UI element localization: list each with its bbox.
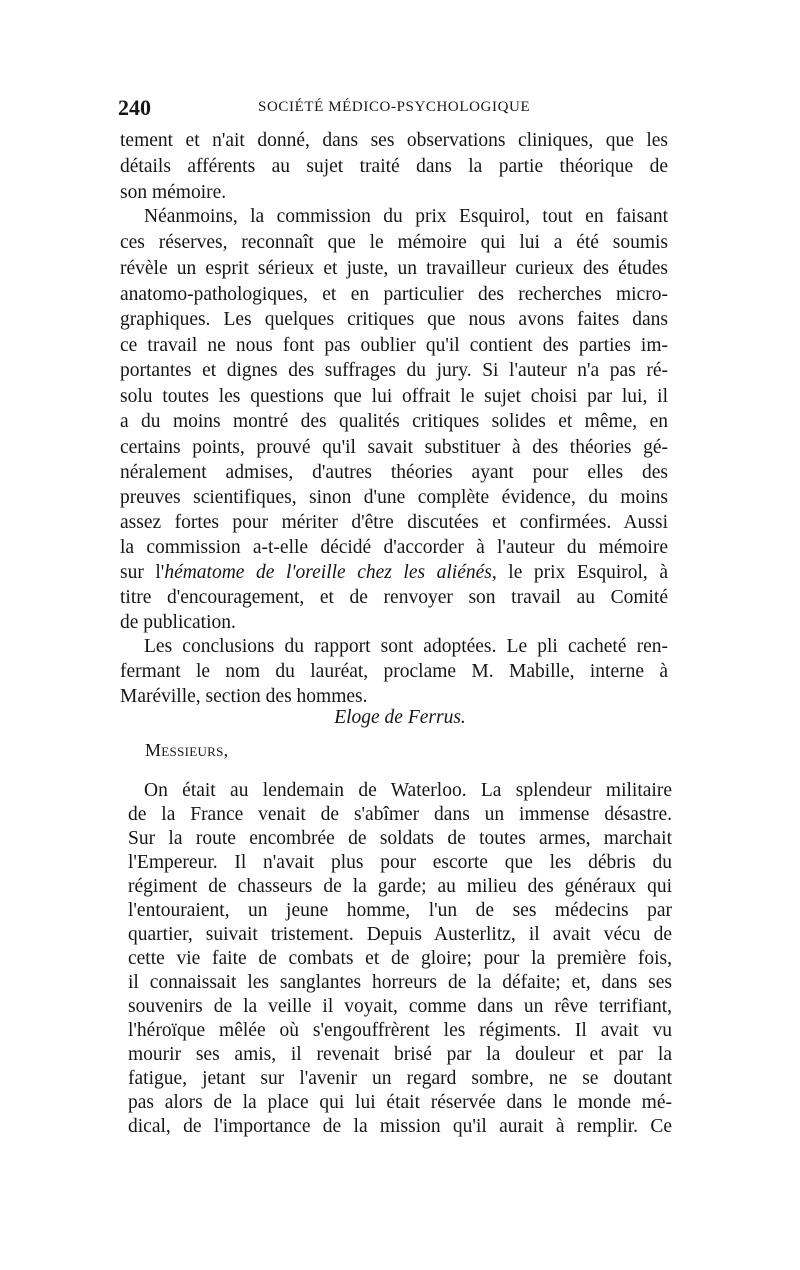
text-line: néralement admises, d'autres théories ayant pour elles des	[120, 462, 668, 483]
text-line: anatomo-pathologiques, et en particulier des recherches micro-	[120, 284, 668, 305]
text-line: ce travail ne nous font pas oublier qu'il contient des parties im-	[120, 335, 668, 356]
text-line: révèle un esprit sérieux et juste, un travailleur curieux des études	[120, 258, 668, 279]
text-line: certains points, prouvé qu'il savait substituer à des théories gé-	[120, 437, 668, 458]
text-line: cette vie faite de combats et de gloire; pour la première fois,	[128, 948, 672, 969]
text-line: Sur la route encombrée de soldats de toutes armes, marchait	[128, 828, 672, 849]
text-line: Les conclusions du rapport sont adoptées. Le pli cacheté ren-	[144, 636, 668, 657]
text-line: Néanmoins, la commission du prix Esquirol, tout en faisant	[144, 206, 668, 227]
text-line: ces réserves, reconnaît que le mémoire qui lui a été soumis	[120, 232, 668, 253]
text-line: de la France venait de s'abîmer dans un immense désastre.	[128, 804, 672, 825]
text-line: mourir ses amis, il revenait brisé par la douleur et par la	[128, 1044, 672, 1065]
text-line: régiment de chasseurs de la garde; au milieu des généraux qui	[128, 876, 672, 897]
text-line: titre d'encouragement, et de renvoyer son travail au Comité	[120, 587, 668, 608]
salutation: Messieurs,	[145, 740, 229, 760]
text-line: portantes et dignes des suffrages du jury. Si l'auteur n'a pas ré-	[120, 360, 668, 381]
text-line: fatigue, jetant sur l'avenir un regard sombre, ne se doutant	[128, 1068, 672, 1089]
text-line: graphiques. Les quelques critiques que nous avons faites dans	[120, 309, 668, 330]
text-line: tement et n'ait donné, dans ses observations cliniques, que les	[120, 130, 668, 151]
text-line: la commission a-t-elle décidé d'accorder à l'auteur du mémoire	[120, 537, 668, 558]
page-header	[118, 95, 678, 119]
text-line: l'entouraient, un jeune homme, l'un de ses médecins par	[128, 900, 672, 921]
text-line-with-italic	[120, 560, 668, 586]
text-line: a du moins montré des qualités critiques solides et même, en	[120, 411, 668, 432]
italic-title: hématome de l'oreille chez les aliénés,	[164, 562, 497, 583]
text-fragment: le prix Esquirol, à	[496, 562, 669, 583]
text-line: son mémoire.	[120, 182, 227, 203]
text-line: détails afférents au sujet traité dans la partie théorique de	[120, 156, 668, 177]
section-heading: Eloge de Ferrus.	[334, 707, 466, 728]
text-line: preuves scientifiques, sinon d'une complète évidence, du moins	[120, 487, 668, 508]
text-line: pas alors de la place qui lui était réservée dans le monde mé-	[128, 1092, 672, 1113]
text-line: solu toutes les questions que lui offrait le sujet choisi par lui, il	[120, 386, 668, 407]
text-fragment: sur l'	[120, 562, 165, 583]
text-line: Maréville, section des hommes.	[120, 686, 368, 707]
text-line: dical, de l'importance de la mission qu'il aurait à remplir. Ce	[128, 1116, 672, 1137]
text-line: On était au lendemain de Waterloo. La splendeur militaire	[144, 780, 672, 801]
text-line: quartier, suivait tristement. Depuis Austerlitz, il avait vécu de	[128, 924, 672, 945]
text-line: de publication.	[120, 612, 236, 633]
page-number: 240	[118, 95, 151, 120]
text-line: fermant le nom du lauréat, proclame M. Mabille, interne à	[120, 661, 668, 682]
text-line: l'Empereur. Il n'avait plus pour escorte que les débris du	[128, 852, 672, 873]
text-line: l'héroïque mêlée où s'engouffrèrent les régiments. Il avait vu	[128, 1020, 672, 1041]
running-title: SOCIÉTÉ MÉDICO-PSYCHOLOGIQUE	[258, 99, 531, 115]
text-line: il connaissait les sanglantes horreurs de la défaite; et, dans ses	[128, 972, 672, 993]
text-line: assez fortes pour mériter d'être discutées et confirmées. Aussi	[120, 512, 668, 533]
text-line: souvenirs de la veille il voyait, comme dans un rêve terrifiant,	[128, 996, 672, 1017]
